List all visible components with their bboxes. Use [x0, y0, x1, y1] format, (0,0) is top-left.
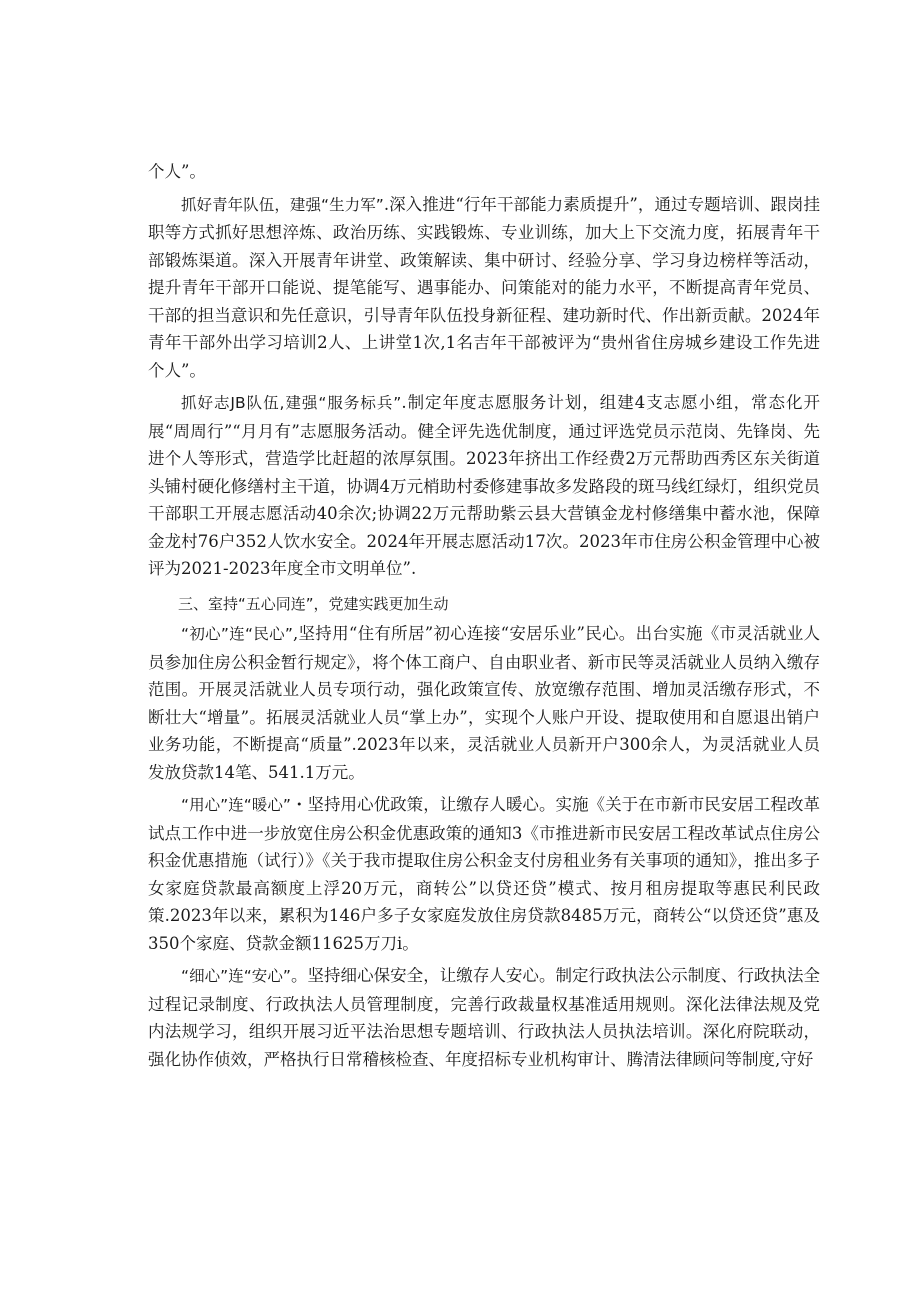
paragraph-warm-heart	[148, 791, 820, 957]
section-heading-text: 三、室持“五心同连”，党建实践更加生动	[178, 594, 449, 613]
paragraph-lead: “用心”连“暖心”	[181, 796, 291, 814]
paragraph-text: .深入推进“行年干部能力素质提升”，通过专题培训、跟岗挂职等方式抓好思想淬炼、政治历练、实践锻炼、专业训练，加大上下交流力度，拓展青年干部锻炼渠道。深入开展青年讲堂、政策解读、集中研讨、经验分享、学习身边榜样等活动，提升青年干部开口能说、提笔能写、遇事能办、问策能对的能力水平，不断提高青年党员、干部的担当意识和先任意识，引导青年队伍投身新征程、建功新时代、作出新贡献。2024年青年干部外出学习培训2人、上讲堂1次,1名吉年干部被评为“贵州省住房城乡建设工作先进个人”。	[148, 194, 820, 380]
paragraph-volunteer-team	[148, 389, 820, 583]
paragraph-lead: “初心”连“民心”	[181, 625, 293, 643]
section-heading	[148, 591, 820, 619]
paragraph-peace-of-mind	[148, 962, 820, 1073]
paragraph-text: ・坚持用心优政策，让缴存人暖心。实施《关于在市新市民安居工程改革试点工作中进一步放宽住房公积金优惠政策的通知3《市推进新市民安居工程改革试点住房公积金优惠措施（试行）》《关于我市提取住房公积金支付房租业务有关事项的通知》，推出多子女家庭贷款最高额度上浮20万元，商转公”以贷还贷”模式、按月租房提取等惠民利民政策.2023年以来，累积为146户多子女家庭发放住房贷款8485万元，商转公“以贷还贷”惠及350个家庭、贷款金额11625万刀i。	[148, 795, 821, 953]
paragraph-text: ,坚持用“住有所居”初心连接“安居乐业”民心。出台实施《市灵活就业人员参加住房公积金暂行规定》，将个体工商户、自由职业者、新市民等灵活就业人员纳入缴存范围。开展灵活就业人员专项行动，强化政策宣传、放宽缴存范围、增加灵活缴存形式，不断壮大“增量”。拓展灵活就业人员“掌上办”，实现个人账户开设、提取使用和自愿退出销户业务功能，不断提高“质量”.2023年以来，灵活就业人员新开户300余人，为灵活就业人员发放贷款14笔、541.1万元。	[148, 624, 820, 782]
paragraph-text: 个人”。	[148, 162, 206, 181]
paragraph-original-aspiration	[148, 620, 820, 786]
paragraph-youth-team	[148, 191, 820, 385]
document-page	[148, 158, 820, 1078]
paragraph-text: .制定年度志愿服务计划，组建4支志愿小组，常态化开展“周周行”“月月有”志愿服务活动。健全评先选优制度，通过评选党员示范岗、先锋岗、先进个人等形式，营造学比赶超的浓厚氛围。2023年挤出工作经费2万元帮助西秀区东关街道头铺村硬化修缮村主干道，协调4万元梢助村委修建事故多发路段的斑马线红绿灯，组织党员干部职工开展志愿活动40余次;协调22万元帮助紫云县大营镇金龙村修缮集中蓄水池，保障金龙村76户352人饮水安全。2024年开展志愿活动17次。2023年市住房公积金管理中心被评为2021-2023年度全市文明单位”.	[148, 393, 820, 578]
paragraph-text: 。坚持细心保安全，让缴存人安心。制定行政执法公示制度、行政执法全过程记录制度、行政执法人员管理制度，完善行政裁量权基准适用规则。深化法律法规及党内法规学习，组织开展习近平法治思想专题培训、行政执法人员执法培训。深化府院联动，强化协作侦效，严格执行日常稽核检查、年度招标专业机构审计、腾清法律顾问等制度,守好	[148, 966, 821, 1069]
paragraph-lead: “细心”连“安心”	[181, 967, 291, 985]
paragraph-lead: 抓好志JB队伍,建强“服务标兵”	[181, 394, 402, 412]
paragraph-continuation	[148, 158, 820, 186]
paragraph-lead: 抓好青年队伍，建强“生力军”	[181, 195, 384, 214]
